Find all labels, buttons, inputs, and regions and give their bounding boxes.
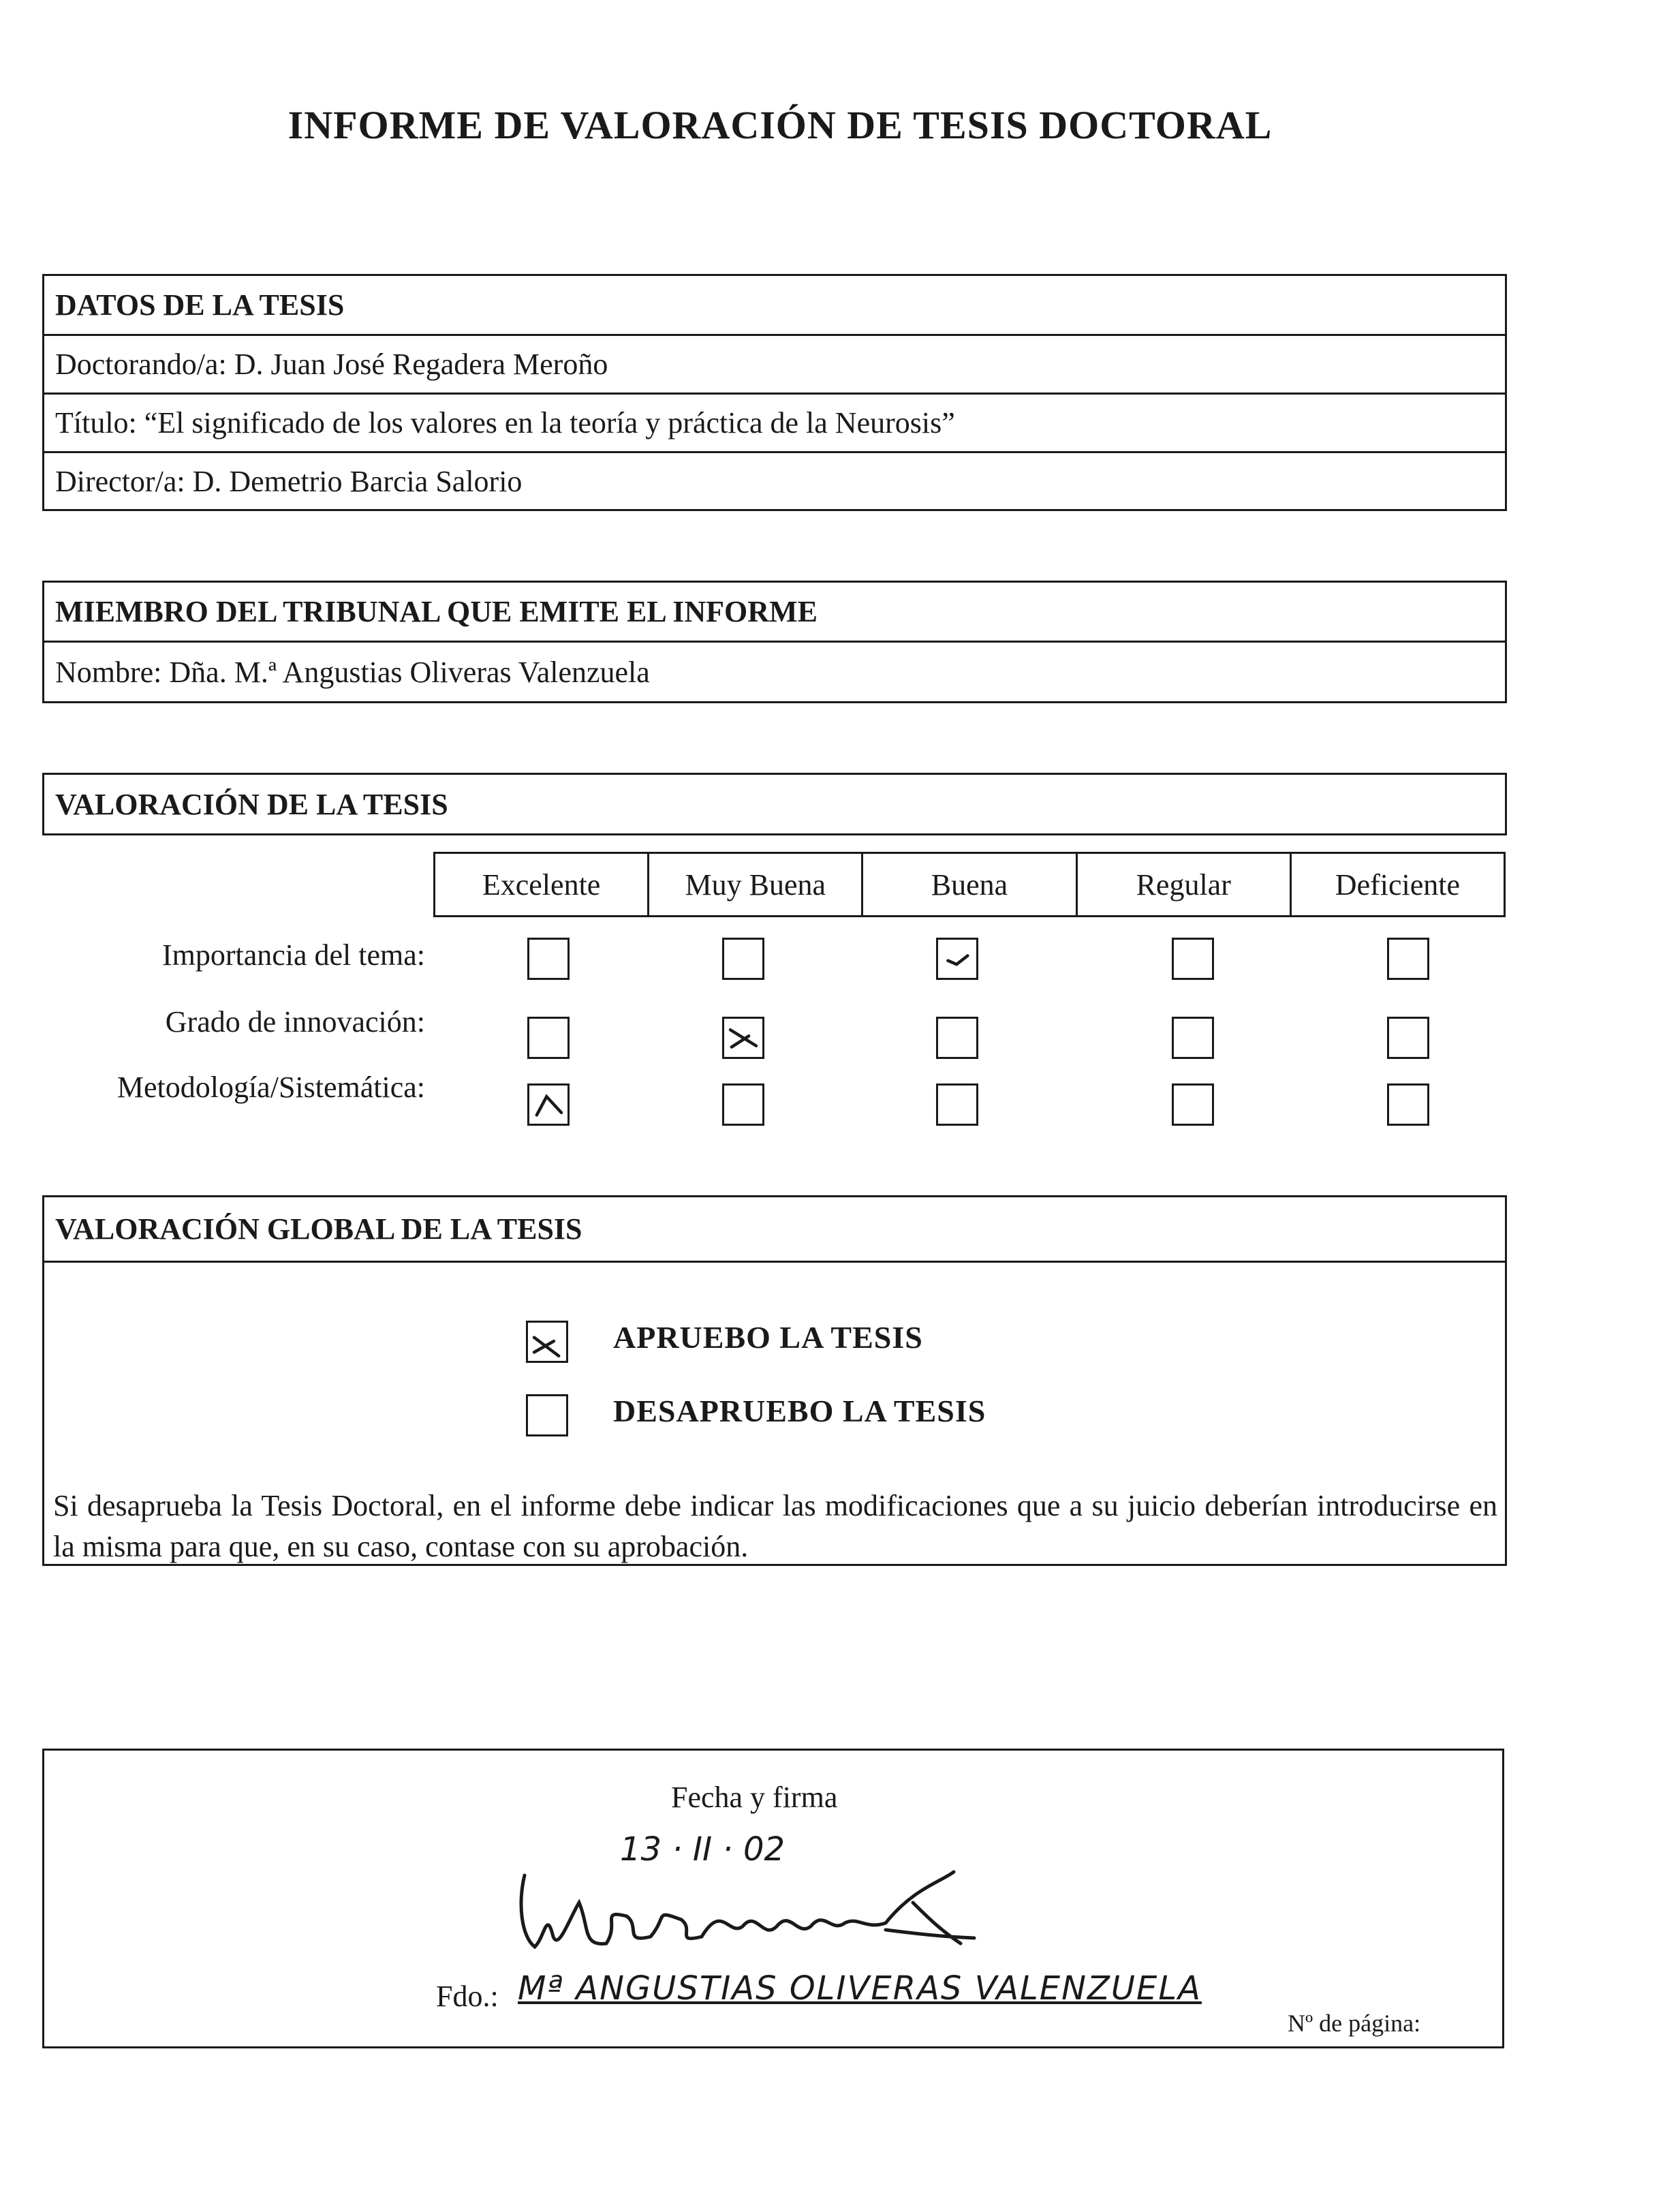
grade-excelente: Excelente [435,854,649,915]
checkbox-0-regular[interactable] [1172,938,1214,980]
criterion-metodologia-label: Metodología/Sistemática: [116,1071,425,1104]
checkbox-1-deficiente[interactable] [1387,1017,1429,1059]
grade-buena: Buena [863,854,1077,915]
titulo-field: Título: “El significado de los valores en la teoría y práctica de la Neurosis” [44,395,1505,453]
fecha-handwritten: 13 · II · 02 [620,1830,785,1869]
signature-scribble [504,1862,981,1964]
valoracion-section-header [42,773,1507,835]
fecha-firma-heading: Fecha y firma [671,1781,838,1814]
checkbox-0-muy-buena[interactable] [722,938,764,980]
apruebo-label: APRUEBO LA TESIS [613,1320,923,1355]
checkbox-0-deficiente[interactable] [1387,938,1429,980]
desaprueba-instructions: Si desaprueba la Tesis Doctoral, en el informe debe indicar las modificaciones que a su juicio deberían introducirse en la misma para que, en su caso, contase con su aprobación. [53,1489,1497,1563]
doctorando-field: Doctorando/a: D. Juan José Regadera Meroño [44,336,1505,395]
checkmark-icon [938,940,976,978]
valoracion-heading: VALORACIÓN DE LA TESIS [55,787,448,821]
checkbox-2-buena[interactable] [936,1083,978,1126]
criterion-importancia-label: Importancia del tema: [161,938,425,972]
fdo-label: Fdo.: [436,1980,499,2013]
checkmark-icon [529,1086,567,1124]
datos-tesis-heading: DATOS DE LA TESIS [44,276,1505,336]
fdo-handwritten-name: Mª ANGUSTIAS OLIVERAS VALENZUELA [518,1969,1202,2008]
checkbox-2-excelente[interactable] [527,1083,570,1126]
desapruebo-checkbox[interactable] [526,1394,568,1436]
checkbox-2-deficiente[interactable] [1387,1083,1429,1126]
apruebo-checkbox[interactable] [526,1321,568,1363]
criterion-innovacion-label: Grado de innovación: [165,1005,425,1039]
document-title: INFORME DE VALORACIÓN DE TESIS DOCTORAL [287,103,1273,147]
checkbox-2-regular[interactable] [1172,1083,1214,1126]
checkbox-0-excelente[interactable] [527,938,570,980]
checkmark-icon [724,1019,762,1057]
checkbox-1-excelente[interactable] [527,1017,570,1059]
checkbox-0-buena[interactable] [936,938,978,980]
page-number-label: Nº de página: [1288,2010,1421,2037]
grade-deficiente: Deficiente [1335,867,1461,902]
checkbox-1-buena[interactable] [936,1017,978,1059]
grade-muy-buena: Muy Buena [649,854,863,915]
miembro-tribunal-heading: MIEMBRO DEL TRIBUNAL QUE EMITE EL INFORME [44,583,1505,643]
grade-scale-header [433,852,1506,917]
miembro-tribunal-section [42,581,1507,703]
datos-tesis-section [42,274,1507,511]
checkbox-1-muy-buena[interactable] [722,1017,764,1059]
grade-regular: Regular [1078,854,1292,915]
desapruebo-label: DESAPRUEBO LA TESIS [613,1394,986,1428]
nombre-field: Nombre: Dña. M.ª Angustias Oliveras Valenzuela [55,655,650,689]
checkbox-1-regular[interactable] [1172,1017,1214,1059]
valoracion-global-heading: VALORACIÓN GLOBAL DE LA TESIS [44,1197,1505,1263]
checkbox-2-muy-buena[interactable] [722,1083,764,1126]
director-field: Director/a: D. Demetrio Barcia Salorio [55,464,523,498]
